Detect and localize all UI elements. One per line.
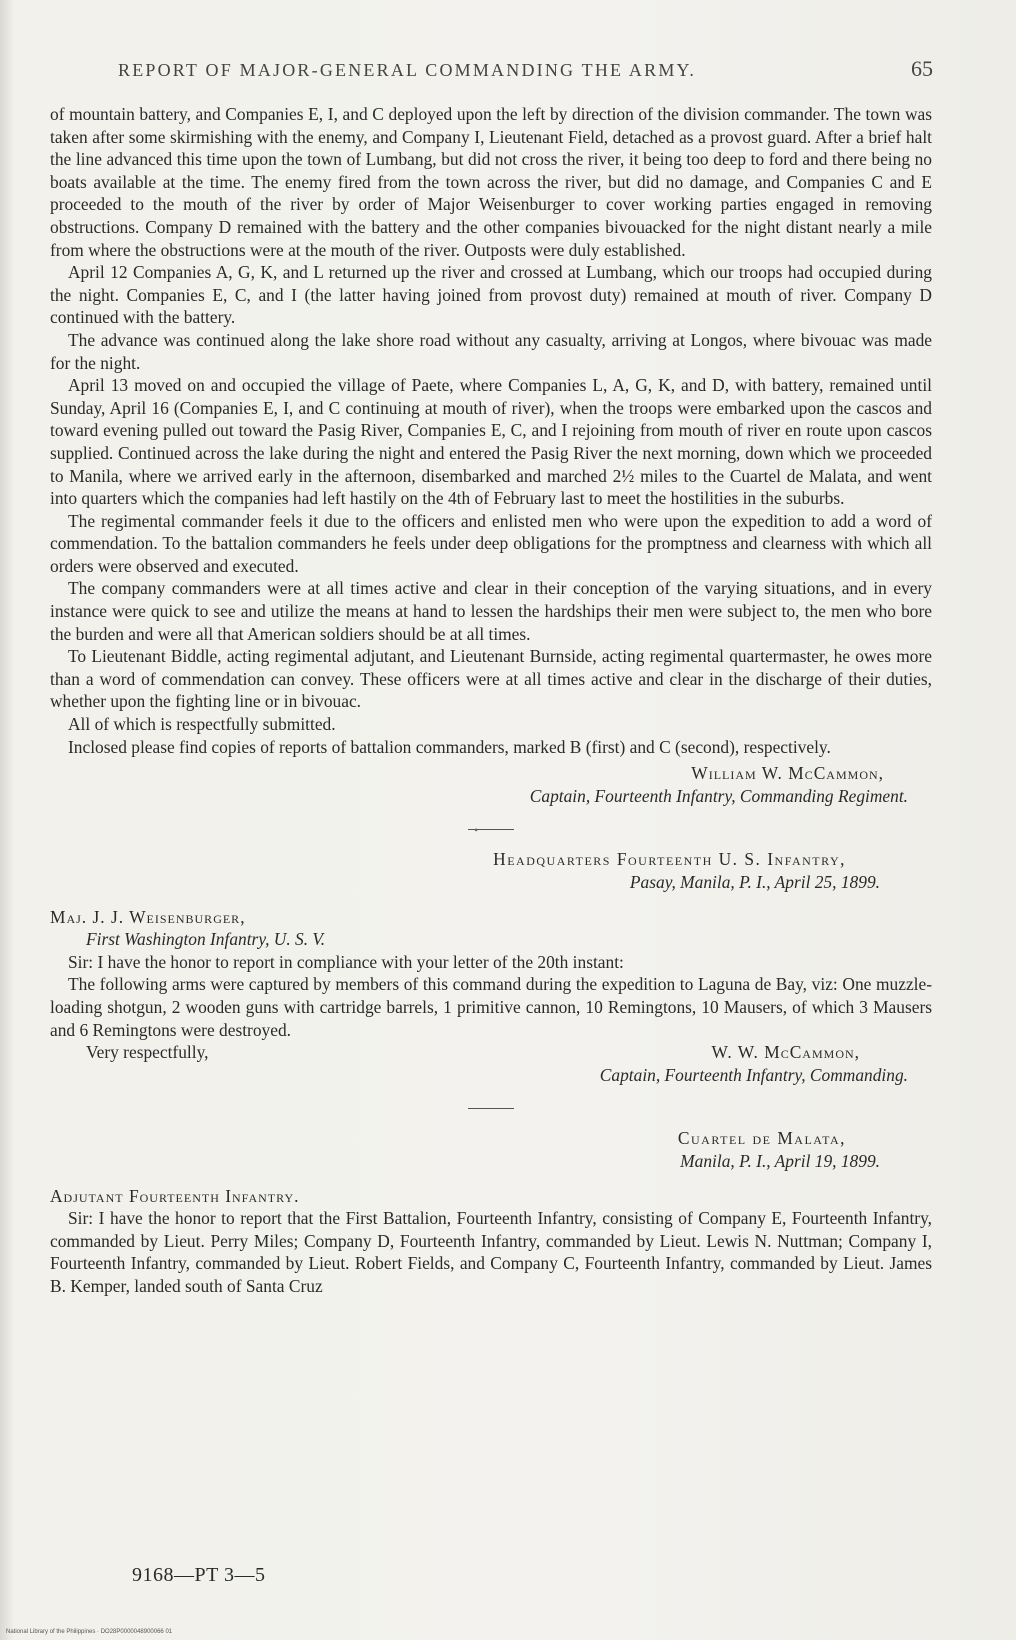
signature-title: Captain, Fourteenth Infantry, Commanding Regiment. <box>529 785 908 806</box>
letter-place-date: Pasay, Manila, P. I., April 25, 1899. <box>629 872 880 892</box>
letter-heading <box>50 1127 932 1172</box>
signature-name: William W. McCammon, <box>691 763 884 784</box>
letter-place-date: Manila, P. I., April 19, 1899. <box>680 1150 880 1171</box>
page-number: 65 <box>911 56 933 81</box>
signature-name: W. W. McCammon, <box>711 1042 860 1063</box>
signature-mark-part: PT 3 <box>194 1564 235 1586</box>
closing-line <box>50 1041 932 1064</box>
paragraph: The following arms were captured by members of this command during the expedition to Laguna de Bay, viz: One muzzle-loading shotgun, 2 wooden guns with cartridge barrels, 1 primitive cannon, 10 Remingtons, 10 Mausers, of which 3 Mausers and 6 Remingtons were destroyed. <box>50 974 932 1040</box>
signature-title: Captain, Fourteenth Infantry, Commanding. <box>599 1064 908 1085</box>
signature-mark-tail: —5 <box>234 1564 266 1586</box>
addressee-block <box>50 1185 932 1208</box>
divider-mark: • <box>474 823 479 838</box>
paragraph: To Lieutenant Biddle, acting regimental adjutant, and Lieutenant Burnside, acting regimental quartermaster, he owes more than a word of commendation can convey. These officers were at all times active and clear in the discharge of their duties, whether upon the fighting line or in bivouac. <box>50 646 932 712</box>
addressee-name: Adjutant Fourteenth Infantry. <box>50 1185 300 1206</box>
body-text <box>50 103 932 1298</box>
letter-heading <box>50 848 932 893</box>
paragraph: of mountain battery, and Companies E, I, and C deployed upon the left by direction of the division commander. The town was taken after some skirmishing with the enemy, and Company I, Lieutenant Field, detached as a provost guard. After a brief halt the line advanced this time upon the town of Lumbang, but did not cross the river, it being too deep to ford and there being no boats available at the time. The enemy fired from the town across the river, but did no damage, and Companies C and E proceeded to the mouth of the river by order of Major Weisenburger to cover working parties engaged in removing obstructions. Company D remained with the battery and the other companies bivouacked for the night distant nearly a mile from where the obstructions were at the mouth of the river. Outposts were duly established. <box>50 104 932 260</box>
letter-origin: Cuartel de Malata, <box>677 1128 846 1149</box>
addressee-name: Maj. J. J. Weisenburger, <box>50 906 246 927</box>
paragraph: Inclosed please find copies of reports of battalion commanders, marked B (first) and C (second), respectively. <box>68 736 831 757</box>
addressee-unit: First Washington Infantry, U. S. V. <box>86 929 326 950</box>
running-head <box>118 56 933 86</box>
paragraph: All of which is respectfully submitted. <box>68 714 336 735</box>
paragraph: April 13 moved on and occupied the village of Paete, where Companies L, A, G, K, and D, with battery, remained until Sunday, April 16 (Companies E, I, and C continuing at mouth of river), when the troops were embarked upon the cascos and toward evening pulled out toward the Pasig River, Companies E, C, and I rejoining from mouth of river en route upon cascos supplied. Continued across the lake during the night and entered the Pasig River the next morning, down which we proceeded to Manila, where we arrived early in the afternoon, disembarked and marched 2½ miles to the Cuartel de Malata, and went into quarters which the companies had left hastily on the 4th of February last to meet the hostilities in the suburbs. <box>50 375 932 509</box>
signature-mark-number: 9168— <box>132 1564 195 1586</box>
running-title: REPORT OF MAJOR-GENERAL COMMANDING THE ARMY. <box>118 60 697 80</box>
paragraph: The regimental commander feels it due to the officers and enlisted men who were upon the expedition to add a word of commendation. To the battalion commanders he feels under deep obligations for the promptness and clearness with which all orders were observed and executed. <box>50 510 932 576</box>
addressee-block <box>50 906 932 951</box>
letter-origin: Headquarters Fourteenth U. S. Infantry, <box>493 849 846 870</box>
library-stamp: National Library of the Philippines · DO28P0000048900066 01 <box>6 1629 173 1635</box>
paragraph: The company commanders were at all times active and clear in their conception of the varying situations, and in every instance were quick to see and utilize the means at hand to lessen the hardships their men were subject to, the men who bore the burden and were all that American soldiers should be at all times. <box>50 578 932 644</box>
paragraph: Sir: I have the honor to report that the First Battalion, Fourteenth Infantry, consisting of Company E, Fourteenth Infantry, commanded by Lieut. Perry Miles; Company D, Fourteenth Infantry, commanded by Lieut. Lewis N. Nuttman; Company I, Fourteenth Infantry, commanded by Lieut. Robert Fields, and Company C, Fourteenth Infantry, commanded by Lieut. James B. Kemper, landed south of Santa Cruz <box>50 1208 932 1296</box>
section-divider <box>468 823 514 838</box>
signature-mark <box>132 1564 265 1587</box>
signature-block <box>50 762 932 807</box>
paragraph: April 12 Companies A, G, K, and L returned up the river and crossed at Lumbang, which our troops had occupied during the night. Companies E, C, and I (the latter having joined from provost duty) remained at mouth of river. Company D continued with the battery. <box>50 262 932 328</box>
section-divider <box>468 1108 514 1109</box>
closing-text: Very respectfully, <box>86 1042 209 1063</box>
paragraph: The advance was continued along the lake shore road without any casualty, arriving at Longos, where bivouac was made for the night. <box>50 329 932 373</box>
paragraph: Sir: I have the honor to report in compliance with your letter of the 20th instant: <box>68 951 624 972</box>
